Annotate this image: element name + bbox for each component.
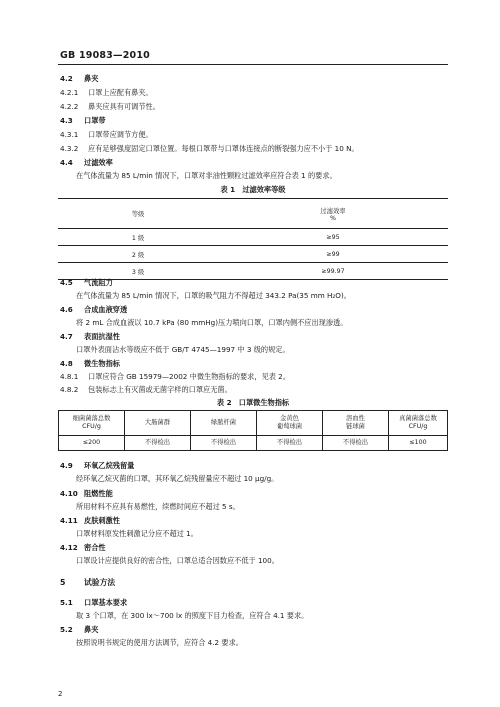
table-1 bbox=[58, 198, 448, 280]
section-4-9: 4.9 环氧乙烷残留量 bbox=[60, 461, 135, 470]
cell-efficiency: ≥95 bbox=[218, 229, 448, 246]
cell-value: 不得检出 bbox=[323, 436, 389, 451]
section-4-3: 4.3 口罩带 bbox=[60, 116, 106, 125]
section-4-6-text: 将 2 mL 合成血液以 10.7 kPa (80 mmHg)压力喷向口罩，口罩内侧不应出现渗透。 bbox=[76, 318, 348, 327]
section-5-1-text: 取 3 个口罩，在 300 lx～700 lx 的照度下目力检查，应符合 4.1 要求。 bbox=[76, 611, 309, 620]
section-4-3-1: 4.3.1 口罩带应调节方便。 bbox=[60, 130, 153, 139]
section-4-8-2: 4.8.2 包装标志上有灭菌或无菌字样的口罩应无菌。 bbox=[60, 385, 232, 394]
col-streptococcus: 溶血性 链球菌 bbox=[323, 411, 389, 436]
table-row bbox=[58, 246, 448, 263]
section-4-8-1: 4.8.1 口罩应符合 GB 15979—2002 中微生物指标的要求，见表 2。 bbox=[60, 372, 290, 381]
col-staphylococcus: 金黄色 葡萄球菌 bbox=[257, 411, 323, 436]
section-4-4: 4.4 过滤效率 bbox=[60, 158, 113, 167]
section-4-7: 4.7 表面抗湿性 bbox=[60, 332, 120, 341]
standard-number: GB 19083—2010 bbox=[60, 50, 150, 61]
cell-value: ≤100 bbox=[389, 436, 448, 451]
cell-efficiency: ≥99 bbox=[218, 246, 448, 263]
section-4-10-text: 所用材料不应具有易燃性，续燃时间应不超过 5 s。 bbox=[76, 502, 240, 511]
section-4-12: 4.12 密合性 bbox=[60, 543, 106, 552]
table-1-header bbox=[58, 199, 448, 229]
section-4-2-1: 4.2.1 口罩上应配有鼻夹。 bbox=[60, 88, 153, 97]
header-rule bbox=[58, 64, 448, 65]
section-4-7-text: 口罩外表面沾水等级应不低于 GB/T 4745—1997 中 3 级的规定。 bbox=[76, 345, 290, 354]
section-4-8: 4.8 微生物指标 bbox=[60, 359, 120, 368]
section-4-10: 4.10 阻燃性能 bbox=[60, 489, 113, 498]
col-efficiency: 过滤效率 % bbox=[218, 199, 448, 229]
table-2-caption: 表 2 口罩微生物指标 bbox=[216, 398, 290, 407]
col-coliform: 大肠菌群 bbox=[125, 411, 191, 436]
section-5: 5 试验方法 bbox=[60, 578, 116, 587]
table-row bbox=[58, 263, 448, 280]
section-4-11: 4.11 皮肤刺激性 bbox=[60, 516, 120, 525]
page-number: 2 bbox=[58, 690, 63, 698]
section-4-12-text: 口罩设计应提供良好的密合性，口罩总适合因数应不低于 100。 bbox=[76, 556, 279, 565]
section-4-2: 4.2 鼻夹 bbox=[60, 74, 99, 83]
section-5-1: 5.1 口罩基本要求 bbox=[60, 598, 128, 607]
section-4-6: 4.6 合成血液穿透 bbox=[60, 305, 128, 314]
section-4-2-2: 4.2.2 鼻夹应具有可调节性。 bbox=[60, 102, 160, 111]
section-4-4-text: 在气体流量为 85 L/min 情况下，口罩对非油性颗粒过滤效率应符合表 1 的要求。 bbox=[76, 171, 337, 180]
col-bacteria-total: 细菌菌落总数 CFU/g bbox=[59, 411, 125, 436]
section-4-9-text: 经环氧乙烷灭菌的口罩，其环氧乙烷残留量应不超过 10 μg/g。 bbox=[76, 474, 279, 483]
section-4-5: 4.5 气流阻力 bbox=[60, 278, 113, 287]
cell-value: 不得检出 bbox=[125, 436, 191, 451]
cell-value: ≤200 bbox=[59, 436, 125, 451]
section-5-2: 5.2 鼻夹 bbox=[60, 625, 99, 634]
section-5-2-text: 按照说明书规定的使用方法调节，应符合 4.2 要求。 bbox=[76, 638, 243, 647]
cell-efficiency: ≥99.97 bbox=[218, 263, 448, 280]
cell-value: 不得检出 bbox=[257, 436, 323, 451]
section-4-11-text: 口罩材料原发性刺激记分应不超过 1。 bbox=[76, 529, 198, 538]
col-grade: 等级 bbox=[58, 199, 218, 229]
table-1-caption: 表 1 过滤效率等级 bbox=[220, 185, 286, 194]
table-2 bbox=[58, 410, 448, 451]
col-fungi-total: 真菌菌落总数 CFU/g bbox=[389, 411, 448, 436]
table-2-header bbox=[59, 411, 448, 436]
cell-grade: 2 级 bbox=[58, 246, 218, 263]
cell-grade: 3 级 bbox=[58, 263, 218, 280]
cell-value: 不得检出 bbox=[191, 436, 257, 451]
table-row bbox=[58, 229, 448, 246]
table-row bbox=[59, 436, 448, 451]
col-pseudomonas: 绿脓杆菌 bbox=[191, 411, 257, 436]
section-4-3-2: 4.3.2 应有足够强度固定口罩位置。每根口罩带与口罩体连接点的断裂强力应不小于 10 N。 bbox=[60, 144, 359, 153]
cell-grade: 1 级 bbox=[58, 229, 218, 246]
section-4-5-text: 在气体流量为 85 L/min 情况下，口罩的吸气阻力不得超过 343.2 Pa(35 mm H₂O)。 bbox=[76, 291, 351, 300]
